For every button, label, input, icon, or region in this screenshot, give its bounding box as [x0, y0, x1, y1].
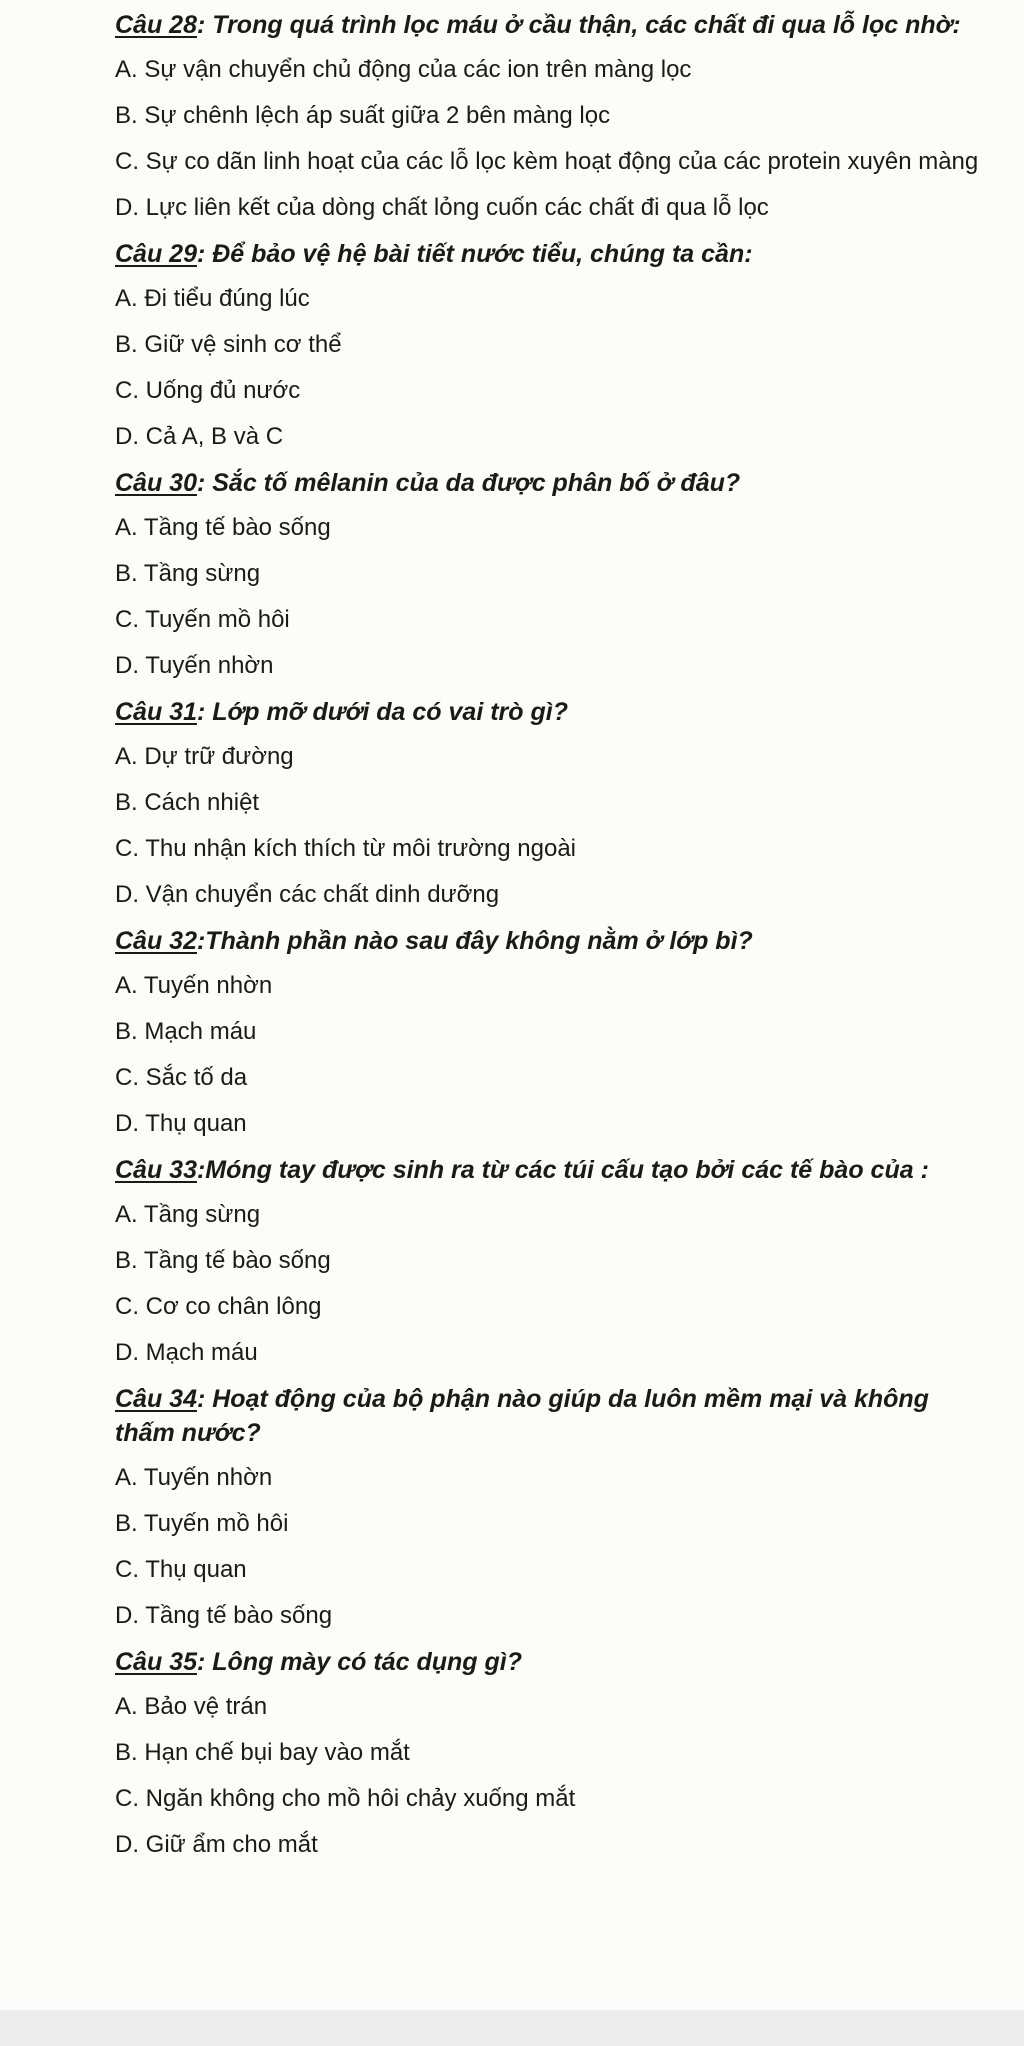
- option-b: B. Giữ vệ sinh cơ thể: [115, 331, 342, 358]
- option-c: C. Cơ co chân lông: [115, 1293, 322, 1320]
- question-35: [115, 1645, 994, 1862]
- option-a: A. Bảo vệ trán: [115, 1693, 268, 1720]
- question-text: :Móng tay được sinh ra từ các túi cấu tạo bởi các tế bào của :: [196, 1156, 929, 1184]
- option-d: D. Cả A, B và C: [115, 423, 284, 450]
- option-a: A. Tuyến nhờn: [115, 972, 273, 999]
- option-b: B. Sự chênh lệch áp suất giữa 2 bên màng lọc: [115, 102, 611, 129]
- option-b: B. Cách nhiệt: [115, 789, 260, 816]
- option-a: A. Dự trữ đường: [115, 743, 294, 770]
- question-label: Câu 30: [115, 469, 197, 497]
- question-label: Câu 28: [115, 11, 197, 39]
- question-title: [115, 237, 994, 271]
- option-b: B. Mạch máu: [115, 1018, 257, 1045]
- question-33: [115, 1153, 994, 1370]
- option-c: C. Sắc tố da: [115, 1064, 248, 1091]
- question-title: [115, 1153, 994, 1187]
- option-d: D. Mạch máu: [115, 1339, 258, 1366]
- question-31: [115, 695, 994, 912]
- option-b: B. Tầng sừng: [115, 560, 261, 587]
- question-label: Câu 33: [115, 1156, 197, 1184]
- question-text: : Hoạt động của bộ phận nào giúp da luôn mềm mại và không thấm nước?: [115, 1385, 929, 1447]
- question-title: [115, 8, 994, 42]
- question-label: Câu 31: [115, 698, 197, 726]
- question-28: [115, 8, 994, 225]
- question-label: Câu 29: [115, 240, 197, 268]
- option-d: D. Thụ quan: [115, 1110, 247, 1137]
- option-c: C. Sự co dãn linh hoạt của các lỗ lọc kèm hoạt động của các protein xuyên màng: [115, 148, 979, 175]
- question-text: : Để bảo vệ hệ bài tiết nước tiểu, chúng ta cần:: [196, 240, 753, 268]
- option-d: D. Vận chuyển các chất dinh dưỡng: [115, 881, 500, 908]
- option-c: C. Thụ quan: [115, 1556, 247, 1583]
- option-d: D. Lực liên kết của dòng chất lỏng cuốn các chất đi qua lỗ lọc: [115, 194, 769, 221]
- option-c: C. Uống đủ nước: [115, 377, 301, 404]
- question-title: [115, 924, 994, 958]
- question-29: [115, 237, 994, 454]
- option-a: A. Tuyến nhờn: [115, 1464, 273, 1491]
- question-label: Câu 35: [115, 1648, 197, 1676]
- option-c: C. Ngăn không cho mồ hôi chảy xuống mắt: [115, 1785, 576, 1812]
- question-30: [115, 466, 994, 683]
- bottom-strip: [0, 2010, 1024, 2046]
- question-34: [115, 1382, 994, 1633]
- option-a: A. Đi tiểu đúng lúc: [115, 285, 310, 312]
- option-c: C. Thu nhận kích thích từ môi trường ngoài: [115, 835, 576, 862]
- question-label: Câu 34: [115, 1385, 197, 1413]
- option-b: B. Tuyến mồ hôi: [115, 1510, 289, 1537]
- question-text: : Sắc tố mêlanin của da được phân bố ở đâu?: [196, 469, 741, 497]
- option-b: B. Hạn chế bụi bay vào mắt: [115, 1739, 410, 1766]
- question-text: : Lớp mỡ dưới da có vai trò gì?: [196, 698, 568, 726]
- question-title: [115, 1382, 994, 1450]
- option-d: D. Tuyến nhờn: [115, 652, 274, 679]
- option-a: A. Tầng sừng: [115, 1201, 261, 1228]
- question-text: : Trong quá trình lọc máu ở cầu thận, các chất đi qua lỗ lọc nhờ:: [196, 11, 961, 39]
- option-c: C. Tuyến mồ hôi: [115, 606, 290, 633]
- option-d: D. Tầng tế bào sống: [115, 1602, 333, 1629]
- option-a: A. Tầng tế bào sống: [115, 514, 331, 541]
- question-label: Câu 32: [115, 927, 197, 955]
- question-32: [115, 924, 994, 1141]
- option-a: A. Sự vận chuyển chủ động của các ion trên màng lọc: [115, 56, 692, 83]
- option-d: D. Giữ ẩm cho mắt: [115, 1831, 318, 1858]
- question-text: : Lông mày có tác dụng gì?: [196, 1648, 522, 1676]
- question-title: [115, 695, 994, 729]
- question-title: [115, 1645, 994, 1679]
- question-title: [115, 466, 994, 500]
- question-text: :Thành phần nào sau đây không nằm ở lớp bì?: [196, 927, 753, 955]
- option-b: B. Tầng tế bào sống: [115, 1247, 331, 1274]
